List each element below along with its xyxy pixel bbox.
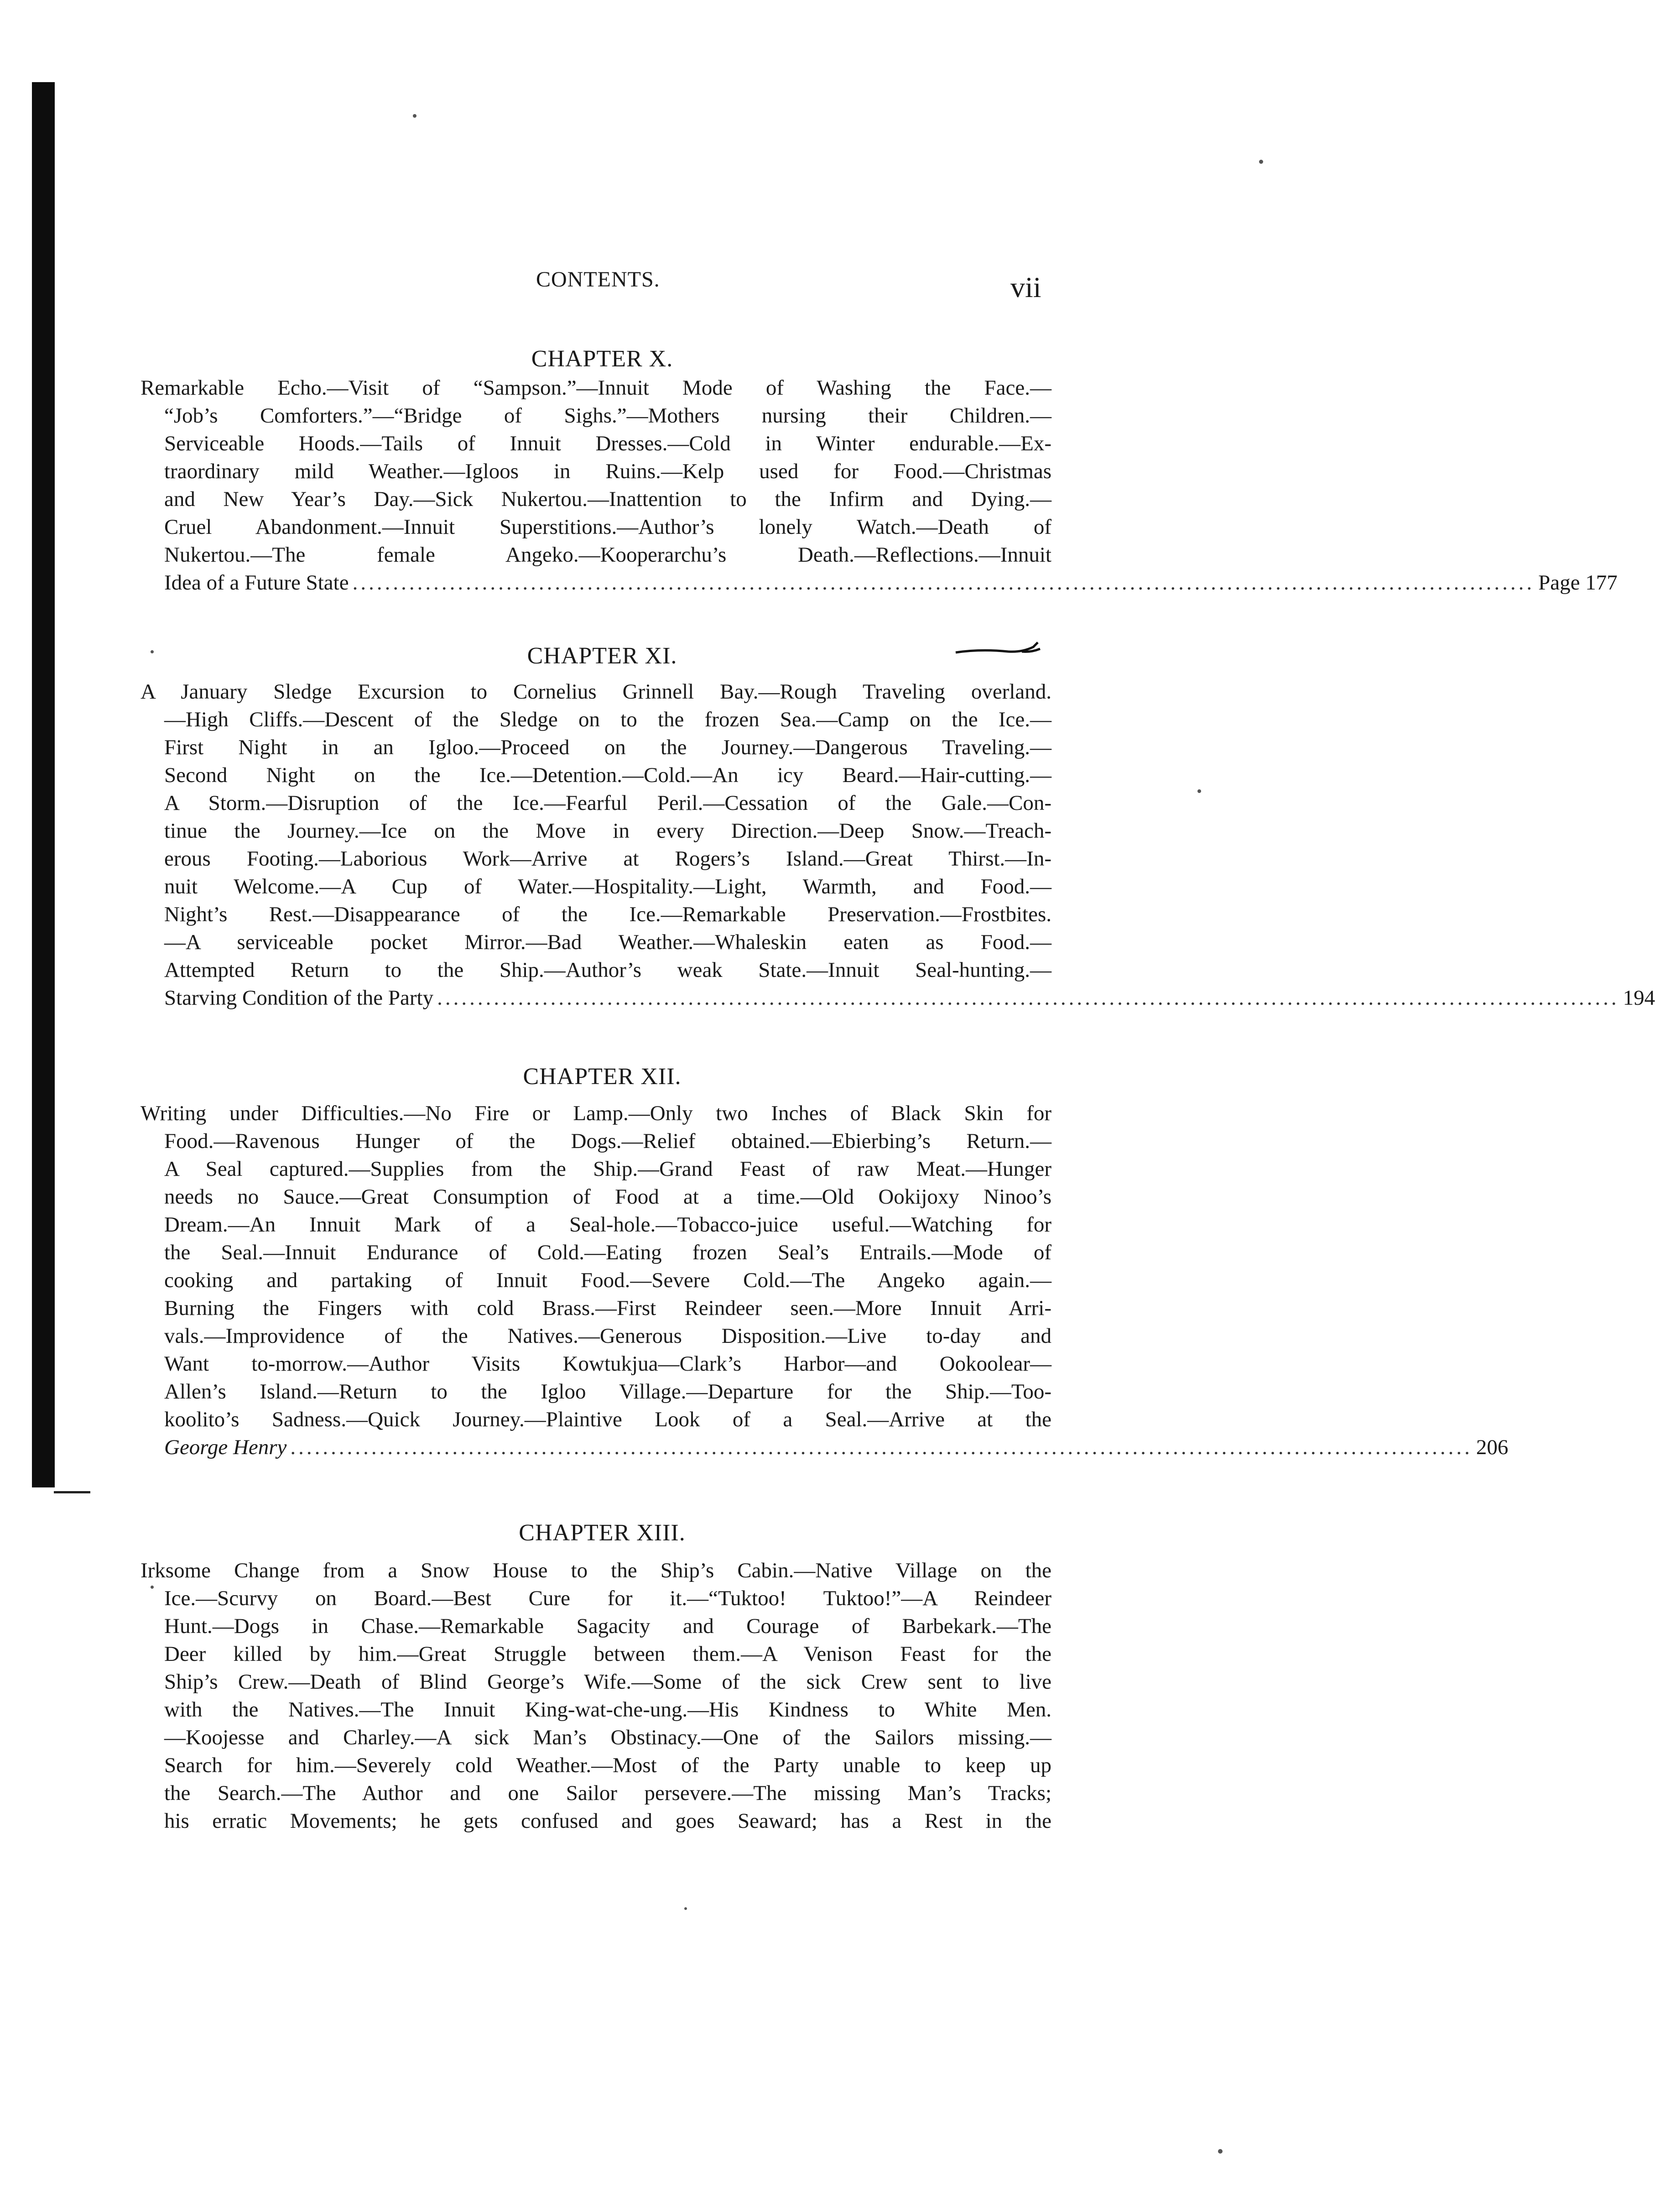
summary-line: Irksome Change from a Snow House to the Ship’s Cabin.—Native Village on the [141,1559,1051,1582]
chapter-xiii-title: CHAPTER XIII. [519,1520,686,1546]
summary-line: Search for him.—Severely cold Weather.—Most of the Party unable to keep up [164,1753,1051,1777]
scan-speck [684,1907,687,1910]
summary-line: his erratic Movements; he gets confused and goes Seaward; has a Rest in the [164,1809,1051,1833]
summary-last-line [164,984,1655,1012]
summary-last-line [164,569,1618,597]
summary-line: Night’s Rest.—Disappearance of the Ice.—Remarkable Preservation.—Frostbites. [164,903,1051,926]
chapter-xi-summary [141,678,1655,1012]
chapter-xi-title: CHAPTER XI. [527,643,677,669]
summary-line: Writing under Difficulties.—No Fire or Lamp.—Only two Inches of Black Skin for [141,1101,1051,1125]
summary-line: tinue the Journey.—Ice on the Move in every Direction.—Deep Snow.—Treach- [164,819,1051,843]
summary-line: with the Natives.—The Innuit King-wat-che-ung.—His Kindness to White Men. [164,1698,1051,1722]
scan-speck [413,114,416,118]
binding-shadow [32,82,55,1487]
summary-line: Serviceable Hoods.—Tails of Innuit Dresses.—Cold in Winter endurable.—Ex- [164,432,1051,455]
summary-line-text: George Henry [164,1435,287,1459]
summary-last-line [164,1434,1509,1461]
summary-line: cooking and partaking of Innuit Food.—Severe Cold.—The Angeko again.— [164,1268,1051,1292]
summary-line: —Koojesse and Charley.—A sick Man’s Obstinacy.—One of the Sailors missing.— [164,1726,1051,1749]
summary-line: Food.—Ravenous Hunger of the Dogs.—Relief obtained.—Ebierbing’s Return.— [164,1129,1051,1153]
binding-mark [54,1491,90,1493]
summary-line: A January Sledge Excursion to Cornelius Grinnell Bay.—Rough Traveling overland. [141,680,1051,704]
scan-speck [151,1586,154,1589]
summary-line: Remarkable Echo.—Visit of “Sampson.”—Innuit Mode of Washing the Face.— [141,376,1051,400]
summary-line: Second Night on the Ice.—Detention.—Cold.—An icy Beard.—Hair-cutting.— [164,763,1051,787]
page-number: vii [1010,271,1041,303]
summary-line: A Storm.—Disruption of the Ice.—Fearful Peril.—Cessation of the Gale.—Con- [164,791,1051,815]
summary-line: the Seal.—Innuit Endurance of Cold.—Eating frozen Seal’s Entrails.—Mode of [164,1241,1051,1264]
page-reference: 194 [1623,986,1655,1010]
summary-line: Hunt.—Dogs in Chase.—Remarkable Sagacity and Courage of Barbekark.—The [164,1614,1051,1638]
summary-line: Dream.—An Innuit Mark of a Seal-hole.—Tobacco-juice useful.—Watching for [164,1213,1051,1236]
dot-leader: .................................................................................................................................................. [437,986,1619,1010]
summary-line: A Seal captured.—Supplies from the Ship.—Grand Feast of raw Meat.—Hunger [164,1157,1051,1181]
chapter-x-summary [141,374,1618,597]
summary-line: vals.—Improvidence of the Natives.—Generous Disposition.—Live to-day and [164,1324,1051,1348]
pen-flourish-mark [953,639,1045,662]
summary-line: and New Year’s Day.—Sick Nukertou.—Inattention to the Infirm and Dying.— [164,487,1051,511]
summary-line: —A serviceable pocket Mirror.—Bad Weather.—Whaleskin eaten as Food.— [164,930,1051,954]
summary-line: —High Cliffs.—Descent of the Sledge on to the frozen Sea.—Camp on the Ice.— [164,708,1051,731]
dot-leader: .................................................................................................................................................. [352,571,1535,595]
scan-speck [1197,789,1201,793]
summary-line: Attempted Return to the Ship.—Author’s weak State.—Innuit Seal-hunting.— [164,958,1051,982]
summary-line: Want to-morrow.—Author Visits Kowtukjua—Clark’s Harbor—and Ookoolear— [164,1352,1051,1376]
summary-line: Deer killed by him.—Great Struggle between them.—A Venison Feast for the [164,1642,1051,1666]
summary-line: Burning the Fingers with cold Brass.—First Reindeer seen.—More Innuit Arri- [164,1296,1051,1320]
summary-line-text: Starving Condition of the Party [164,986,434,1010]
summary-line: traordinary mild Weather.—Igloos in Ruins.—Kelp used for Food.—Christmas [164,459,1051,483]
scan-speck [151,650,154,653]
scan-speck [1218,2149,1223,2154]
summary-line: Cruel Abandonment.—Innuit Superstitions.—Author’s lonely Watch.—Death of [164,515,1051,539]
summary-line: needs no Sauce.—Great Consumption of Food at a time.—Old Ookijoxy Ninoo’s [164,1185,1051,1209]
summary-line: First Night in an Igloo.—Proceed on the Journey.—Dangerous Traveling.— [164,736,1051,759]
summary-line: “Job’s Comforters.”—“Bridge of Sighs.”—Mothers nursing their Children.— [164,404,1051,428]
summary-line: erous Footing.—Laborious Work—Arrive at Rogers’s Island.—Great Thirst.—In- [164,847,1051,871]
chapter-xiii-summary [141,1557,1051,1835]
page-reference: Page 177 [1538,571,1618,595]
summary-line: nuit Welcome.—A Cup of Water.—Hospitality.—Light, Warmth, and Food.— [164,875,1051,898]
summary-line: Ship’s Crew.—Death of Blind George’s Wife.—Some of the sick Crew sent to live [164,1670,1051,1694]
summary-line: Nukertou.—The female Angeko.—Kooperarchu’s Death.—Reflections.—Innuit [164,543,1051,567]
chapter-x-title: CHAPTER X. [531,346,673,372]
page-reference: 206 [1476,1435,1509,1459]
chapter-xii-title: CHAPTER XII. [523,1064,682,1090]
summary-line: the Search.—The Author and one Sailor persevere.—The missing Man’s Tracks; [164,1781,1051,1805]
scan-speck [1259,160,1263,164]
summary-line: Allen’s Island.—Return to the Igloo Village.—Departure for the Ship.—Too- [164,1380,1051,1403]
summary-line: koolito’s Sadness.—Quick Journey.—Plaintive Look of a Seal.—Arrive at the [164,1408,1051,1431]
chapter-xii-summary [141,1100,1509,1461]
summary-line-text: Idea of a Future State [164,571,349,595]
dot-leader: .................................................................................................................................................. [290,1435,1473,1459]
running-head: CONTENTS. [536,267,660,292]
summary-line: Ice.—Scurvy on Board.—Best Cure for it.—“Tuktoo! Tuktoo!”—A Reindeer [164,1586,1051,1610]
